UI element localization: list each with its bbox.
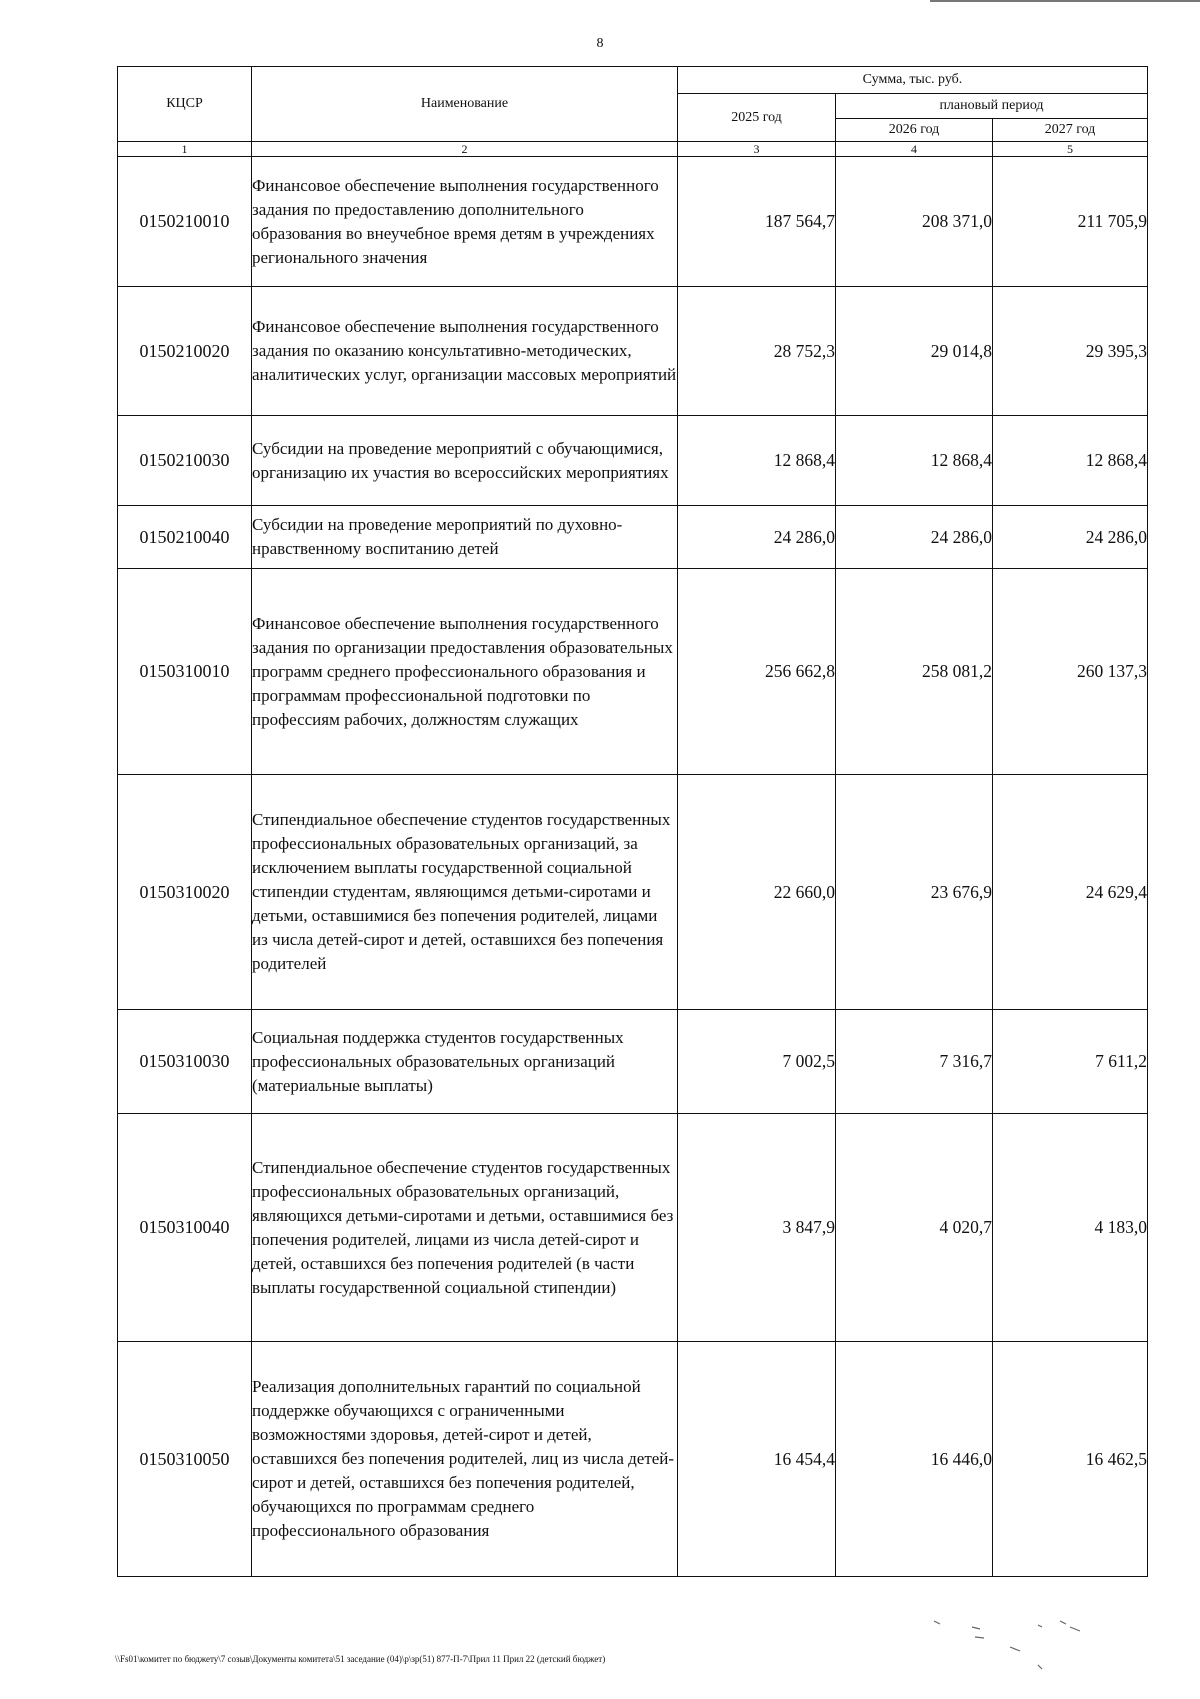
- row-amount-2026: 12 868,4: [836, 416, 993, 506]
- page-number: 8: [596, 36, 604, 51]
- row-amount-2026: 258 081,2: [836, 569, 993, 775]
- column-number: 4: [836, 142, 993, 157]
- row-code: 0150210040: [118, 506, 252, 569]
- row-amount-2027: 12 868,4: [993, 416, 1148, 506]
- header-code: КЦСР: [118, 67, 252, 142]
- row-name: Финансовое обеспечение выполнения государственного задания по оказанию консультативно-методических, аналитических услуг, организации массовых мероприятий: [252, 287, 678, 416]
- row-name: Финансовое обеспечение выполнения государственного задания по организации предоставления образовательных программ среднего профессионального образования и программам профессиональной подготовки по профессиям рабочих, должностям служащих: [252, 569, 678, 775]
- row-name: Субсидии на проведение мероприятий с обучающимися, организацию их участия во всероссийских мероприятиях: [252, 416, 678, 506]
- row-amount-2026: 24 286,0: [836, 506, 993, 569]
- header-year-2025: 2025 год: [678, 94, 836, 142]
- table-row: [118, 506, 1148, 569]
- row-amount-2025: 12 868,4: [678, 416, 836, 506]
- table-row: [118, 157, 1148, 287]
- header-year-2026: 2026 год: [836, 119, 993, 142]
- row-name: Стипендиальное обеспечение студентов государственных профессиональных образовательных организаций, за исключением выплаты государственной социальной стипендии студентам, являющимся детьми-сиротами и детьми, оставшимися без попечения родителей, лицами из числа детей-сирот и детей, оставшихся без попечения родителей: [252, 775, 678, 1010]
- row-amount-2025: 22 660,0: [678, 775, 836, 1010]
- table-row: [118, 1114, 1148, 1342]
- row-name: Реализация дополнительных гарантий по социальной поддержке обучающихся с ограниченными возможностями здоровья, детей-сирот и детей, оставшихся без попечения родителей, лиц из числа детей-сирот и детей, оставшихся без попечения родителей, обучающихся по программам среднего профессионального образования: [252, 1342, 678, 1577]
- row-name: Стипендиальное обеспечение студентов государственных профессиональных образовательных организаций, являющихся детьми-сиротами и детьми, оставшимися без попечения родителей, лицами из числа детей-сирот и детей, оставшихся без попечения родителей (в части выплаты государственной социальной стипендии): [252, 1114, 678, 1342]
- row-amount-2027: 211 705,9: [993, 157, 1148, 287]
- row-code: 0150310010: [118, 569, 252, 775]
- row-amount-2027: 24 286,0: [993, 506, 1148, 569]
- column-number: 2: [252, 142, 678, 157]
- column-number: 1: [118, 142, 252, 157]
- column-number: 3: [678, 142, 836, 157]
- scan-specks: [920, 1605, 1120, 1675]
- column-number: 5: [993, 142, 1148, 157]
- row-amount-2027: 260 137,3: [993, 569, 1148, 775]
- row-amount-2027: 24 629,4: [993, 775, 1148, 1010]
- row-amount-2027: 16 462,5: [993, 1342, 1148, 1577]
- row-amount-2027: 29 395,3: [993, 287, 1148, 416]
- row-amount-2026: 29 014,8: [836, 287, 993, 416]
- footer-file-path: \\Fs01\комитет по бюджету\7 созыв\Документы комитета\51 заседание (04)\р\зр(51) 877-П-7\Прил 11 Прил 22 (детский бюджет): [115, 1654, 606, 1664]
- row-amount-2027: 7 611,2: [993, 1010, 1148, 1114]
- row-amount-2025: 7 002,5: [678, 1010, 836, 1114]
- row-amount-2025: 24 286,0: [678, 506, 836, 569]
- table-row: [118, 287, 1148, 416]
- row-code: 0150310030: [118, 1010, 252, 1114]
- row-amount-2026: 23 676,9: [836, 775, 993, 1010]
- table-row: [118, 1342, 1148, 1577]
- header-sum-group: Сумма, тыс. руб.: [678, 67, 1148, 94]
- row-code: 0150210030: [118, 416, 252, 506]
- row-amount-2026: 7 316,7: [836, 1010, 993, 1114]
- row-code: 0150310050: [118, 1342, 252, 1577]
- header-name: Наименование: [252, 67, 678, 142]
- column-number-row: [118, 142, 1148, 157]
- table-row: [118, 569, 1148, 775]
- row-amount-2025: 187 564,7: [678, 157, 836, 287]
- row-amount-2025: 3 847,9: [678, 1114, 836, 1342]
- row-amount-2025: 16 454,4: [678, 1342, 836, 1577]
- row-code: 0150210020: [118, 287, 252, 416]
- row-name: Социальная поддержка студентов государственных профессиональных образовательных организаций (материальные выплаты): [252, 1010, 678, 1114]
- header-planned-period: плановый период: [836, 94, 1148, 119]
- table-row: [118, 775, 1148, 1010]
- top-edge-line: [930, 0, 1200, 2]
- table-row: [118, 1010, 1148, 1114]
- row-name: Финансовое обеспечение выполнения государственного задания по предоставлению дополнительного образования во внеучебное время детям в учреждениях регионального значения: [252, 157, 678, 287]
- row-code: 0150310040: [118, 1114, 252, 1342]
- header-year-2027: 2027 год: [993, 119, 1148, 142]
- row-amount-2026: 16 446,0: [836, 1342, 993, 1577]
- row-amount-2027: 4 183,0: [993, 1114, 1148, 1342]
- row-code: 0150210010: [118, 157, 252, 287]
- table-row: [118, 416, 1148, 506]
- row-name: Субсидии на проведение мероприятий по духовно-нравственному воспитанию детей: [252, 506, 678, 569]
- budget-table: [117, 66, 1148, 1577]
- row-amount-2025: 28 752,3: [678, 287, 836, 416]
- row-code: 0150310020: [118, 775, 252, 1010]
- row-amount-2026: 208 371,0: [836, 157, 993, 287]
- row-amount-2025: 256 662,8: [678, 569, 836, 775]
- row-amount-2026: 4 020,7: [836, 1114, 993, 1342]
